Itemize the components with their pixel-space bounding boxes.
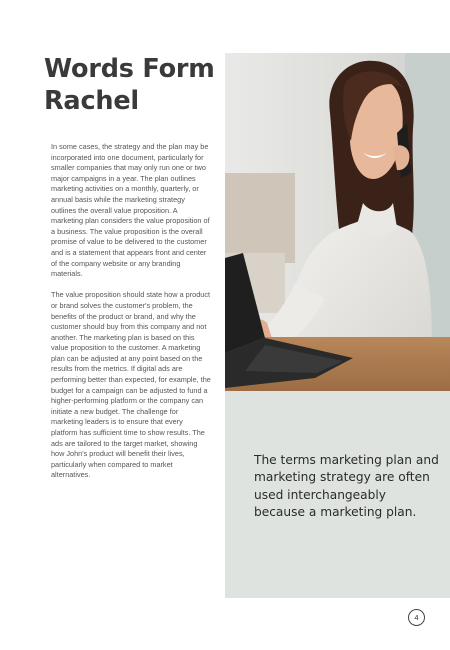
body-text — [51, 142, 211, 492]
page-number-badge: 4 — [408, 609, 425, 626]
side-panel — [225, 53, 450, 598]
body-paragraph: In some cases, the strategy and the plan may be incorporated into one document, particularly for smaller companies that may only run one or two major campaigns in a year. The plan outlines marketing activities on a monthly, quarterly, or annual basis while the marketing strategy outlines the overall value proposition. A marketing plan considers the value proposition of a business. The value proposition is the overall promise of value to be delivered to the customer and is a statement that appears front and center of the company website or any branding materials. — [51, 142, 210, 279]
page-title: Words Form Rachel — [44, 54, 215, 116]
photo-woman-on-phone-with-laptop — [225, 53, 450, 391]
body-paragraph: The value proposition should state how a product or brand solves the customer's problem, the benefits of the product or brand, and why the customer should buy from this company and not another. The marketing plan is based on this value proposition to the customer. A marketing plan can be adjusted at any point based on the results from the metrics. If digital ads are performing better than expected, for example, the budget for a campaign can be adjusted to fund a higher-performing platform or the company can initiate a new budget. The challenge for marketing leaders is to ensure that every platform has sufficient time to show results. The ads are tailored to the target market, showing how John's product will benefit their lives, particularly when compared to market alternatives. — [51, 290, 211, 480]
pull-quote: The terms marketing plan and marketing strategy are often used interchangeably because a marketing plan. — [254, 453, 439, 520]
